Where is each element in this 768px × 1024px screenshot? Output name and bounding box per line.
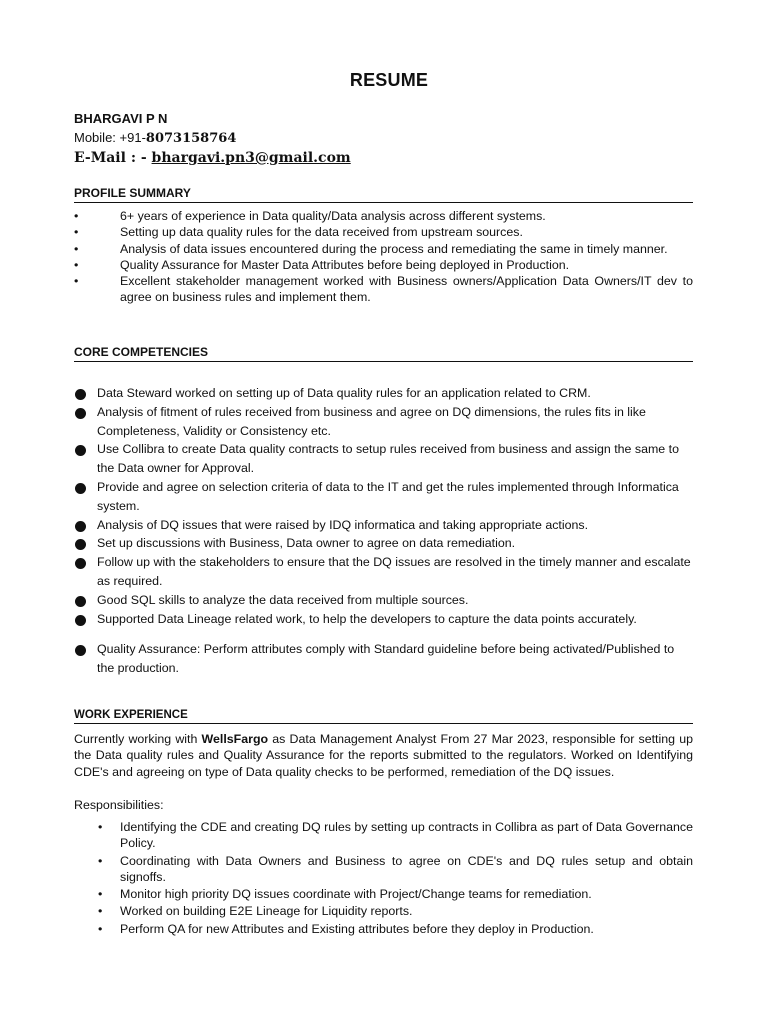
core-competencies-heading: CORE COMPETENCIES [74, 345, 693, 362]
company-name: WellsFargo [201, 732, 269, 746]
list-item-text: Supported Data Lineage related work, to help the developers to capture the data points accurately. [97, 611, 637, 626]
bullet-icon [75, 558, 86, 569]
list-item [74, 591, 694, 610]
list-item [74, 403, 694, 441]
intro-text-end: as Data Management Analyst From 27 Mar 2023, responsible for setting up the Data quality rules and Quality Assurance for the reports submitted to the regulators. Worked on Identifying CDE's and agreeing on type of Data quality checks to be performed, remediation of the DQ issues. [74, 732, 693, 779]
profile-summary-list [74, 208, 693, 306]
list-item [74, 257, 693, 273]
list-item [74, 886, 693, 902]
candidate-name: BHARGAVI P N [74, 111, 168, 126]
list-item-text: Coordinating with Data Owners and Business to agree on CDE's and DQ rules setup and obtain signoffs. [120, 853, 693, 884]
list-item-text: Set up discussions with Business, Data owner to agree on data remediation. [97, 536, 516, 551]
bullet-icon: • [74, 257, 79, 272]
list-item-text: Excellent stakeholder management worked with Business owners/Application Data Owners/IT dev to agree on business rules and implement them. [120, 274, 693, 305]
bullet-icon [75, 483, 86, 494]
intro-text-start: Currently working with [74, 732, 202, 746]
list-item-text: Setting up data quality rules for the data received from upstream sources. [120, 225, 523, 240]
bullet-icon [75, 389, 86, 400]
list-item [74, 903, 693, 919]
list-item-text: 6+ years of experience in Data quality/Data analysis across different systems. [120, 209, 546, 223]
list-item [74, 241, 693, 257]
responsibilities-list [74, 819, 693, 938]
list-item-text: Quality Assurance for Master Data Attributes before being deployed in Production. [120, 257, 570, 272]
profile-summary-heading: PROFILE SUMMARY [74, 186, 693, 203]
list-item [74, 853, 693, 886]
mobile-label: Mobile: +91- [74, 130, 146, 145]
list-item-text: Analysis of DQ issues that were raised by IDQ informatica and taking appropriate actions. [97, 517, 589, 532]
list-item-text: Follow up with the stakeholders to ensure that the DQ issues are resolved in the timely manner and escalate as required. [97, 555, 691, 588]
list-item [74, 224, 693, 240]
bullet-icon [75, 645, 86, 656]
email-line [74, 148, 351, 168]
list-item-text: Good SQL skills to analyze the data received from multiple sources. [97, 592, 469, 607]
email-link[interactable]: bhargavi.pn3@gmail.com [151, 150, 351, 166]
list-item-text: Data Steward worked on setting up of Data quality rules for an application related to CRM. [97, 386, 591, 400]
list-item-text: Quality Assurance: Perform attributes comply with Standard guideline before being activated/Published to the production. [97, 642, 675, 676]
responsibilities-label: Responsibilities: [74, 798, 164, 812]
list-item [74, 610, 694, 629]
list-item-text: Provide and agree on selection criteria of data to the IT and get the rules implemented through Informatica system. [97, 479, 679, 513]
list-item [74, 384, 694, 403]
list-item [74, 516, 694, 535]
work-experience-heading: WORK EXPERIENCE [74, 709, 693, 724]
bullet-icon: • [98, 904, 103, 919]
bullet-icon [75, 539, 86, 550]
list-item-text: Worked on building E2E Lineage for Liquidity reports. [120, 904, 413, 919]
bullet-icon: • [74, 225, 79, 240]
page-title: RESUME [349, 70, 429, 90]
list-item-text: Analysis of fitment of rules received from business and agree on DQ dimensions, the rules fits in like Completeness, Validity or Consistency etc. [97, 404, 646, 438]
list-item [74, 640, 694, 678]
work-experience-intro [74, 731, 693, 780]
bullet-icon: • [98, 820, 103, 834]
core-competencies-list [74, 384, 694, 678]
list-item [74, 273, 693, 306]
list-item [74, 478, 694, 516]
list-item-text: Identifying the CDE and creating DQ rules by setting up contracts in Collibra as part of Data Governance Policy. [120, 820, 693, 851]
contact-block [74, 110, 351, 168]
bullet-icon: • [98, 887, 103, 902]
bullet-icon [75, 445, 86, 456]
bullet-icon [75, 521, 86, 532]
bullet-icon [75, 615, 86, 626]
bullet-icon: • [98, 853, 103, 868]
list-item-text: Monitor high priority DQ issues coordinate with Project/Change teams for remediation. [120, 887, 592, 902]
list-item [74, 819, 693, 852]
bullet-icon: • [74, 209, 79, 223]
list-item-text: Use Collibra to create Data quality contracts to setup rules received from business and assign the same to the Data owner for Approval. [97, 442, 679, 476]
bullet-icon: • [74, 241, 79, 256]
email-label: E-Mail : - [74, 150, 152, 166]
list-item-text: Analysis of data issues encountered during the process and remediating the same in timely manner. [120, 241, 668, 256]
list-item [74, 534, 694, 553]
list-item-text: Perform QA for new Attributes and Existing attributes before they deploy in Production. [120, 921, 594, 936]
mobile-line [74, 128, 351, 148]
bullet-icon [75, 596, 86, 607]
bullet-icon: • [98, 921, 103, 936]
list-item [74, 208, 693, 224]
list-item [74, 440, 694, 478]
mobile-number: 8073158764 [145, 131, 237, 146]
bullet-icon [75, 408, 86, 419]
bullet-icon: • [74, 274, 79, 289]
list-item [74, 921, 693, 937]
list-item [74, 553, 694, 591]
